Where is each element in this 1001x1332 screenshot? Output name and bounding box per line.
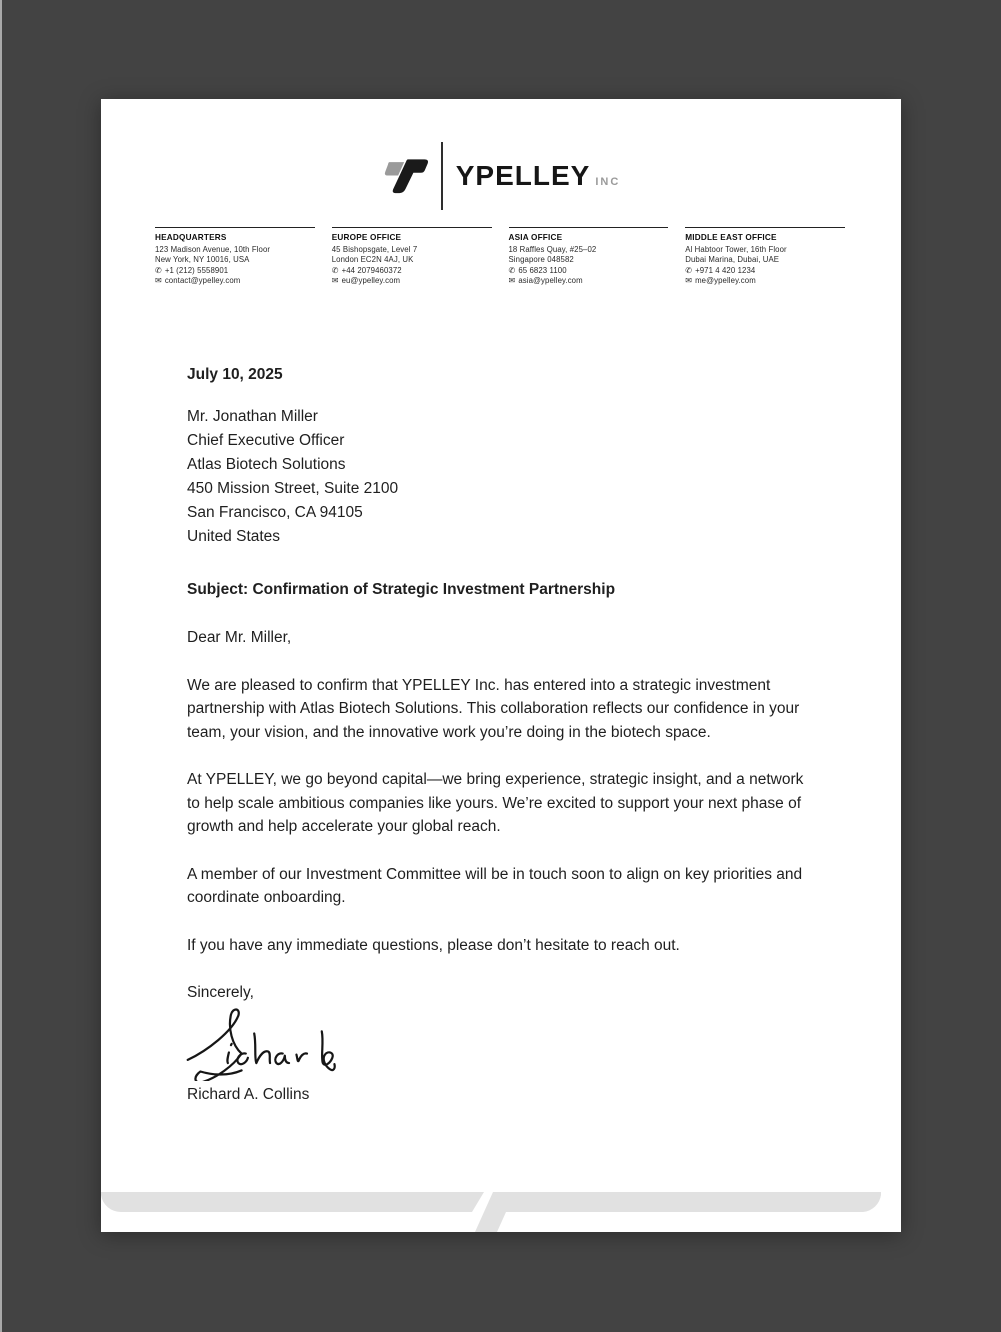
footer-brand-decoration bbox=[101, 1192, 901, 1232]
office-email: asia@ypelley.com bbox=[518, 276, 583, 285]
office-column-asia bbox=[509, 227, 669, 287]
footer-deco-left-bar bbox=[101, 1192, 484, 1212]
office-address-line: 123 Madison Avenue, 10th Floor bbox=[155, 244, 271, 254]
office-column-middle-east bbox=[685, 227, 845, 287]
office-name: EUROPE OFFICE bbox=[331, 233, 402, 242]
office-phone: +44 2079460372 bbox=[341, 265, 402, 275]
signature-image bbox=[181, 1005, 357, 1081]
screen-edge-strip bbox=[0, 0, 2, 1332]
office-email-row bbox=[155, 276, 315, 287]
office-address-line: New York, NY 10016, USA bbox=[155, 255, 250, 264]
office-address-line: London EC2N 4AJ, UK bbox=[331, 255, 414, 264]
office-email-row bbox=[332, 276, 492, 287]
office-email-row bbox=[685, 276, 845, 287]
recipient-name: Mr. Jonathan Miller bbox=[187, 407, 318, 425]
logo-divider-line bbox=[441, 142, 443, 210]
office-address-line: Singapore 048582 bbox=[508, 255, 574, 264]
body-paragraph: We are pleased to confirm that YPELLEY Inc. has entered into a strategic investment partnership with Atlas Biotech Solutions. This collaboration reflects our confidence in your team, your vision, and the innovative work you’re doing in the biotech space. bbox=[187, 676, 800, 741]
phone-icon: ✆ bbox=[685, 265, 693, 275]
email-icon: ✉ bbox=[155, 276, 162, 285]
office-email: contact@ypelley.com bbox=[164, 276, 241, 285]
letter-page bbox=[101, 99, 901, 1232]
office-address-line: 18 Raffles Quay, #25–02 bbox=[508, 244, 597, 254]
letter-body bbox=[187, 363, 815, 1108]
office-phone: +971 4 420 1234 bbox=[695, 265, 756, 275]
recipient-country: United States bbox=[187, 527, 281, 545]
brand-text bbox=[456, 160, 621, 192]
office-phone-row bbox=[685, 266, 845, 277]
salutation: Dear Mr. Miller, bbox=[187, 628, 292, 646]
closing: Sincerely, bbox=[187, 984, 254, 1002]
email-icon: ✉ bbox=[331, 276, 339, 285]
office-phone-row bbox=[332, 266, 492, 277]
email-icon: ✉ bbox=[508, 276, 516, 285]
signature-strokes bbox=[181, 1005, 357, 1081]
office-email: me@ypelley.com bbox=[695, 276, 756, 285]
letter-date: July 10, 2025 bbox=[187, 365, 283, 383]
recipient-block bbox=[187, 405, 815, 549]
office-phone-row bbox=[155, 266, 315, 277]
signature-r-stroke bbox=[188, 1010, 242, 1082]
phone-icon: ✆ bbox=[155, 265, 162, 275]
office-email: eu@ypelley.com bbox=[341, 276, 401, 285]
signature-ard-stroke bbox=[275, 1032, 334, 1071]
office-address-line: Al Habtoor Tower, 16th Floor bbox=[685, 244, 787, 254]
office-address-line: 45 Bishopsgate, Level 7 bbox=[331, 244, 418, 254]
footer-deco-right-bar bbox=[475, 1192, 881, 1232]
recipient-title: Chief Executive Officer bbox=[187, 431, 345, 449]
footer-deco-shapes bbox=[101, 1192, 901, 1232]
recipient-company: Atlas Biotech Solutions bbox=[187, 455, 346, 473]
subject-line: Subject: Confirmation of Strategic Investment Partnership bbox=[187, 580, 616, 598]
office-column-headquarters bbox=[155, 227, 315, 287]
office-name: HEADQUARTERS bbox=[155, 233, 227, 242]
email-icon: ✉ bbox=[685, 276, 693, 285]
office-name: ASIA OFFICE bbox=[508, 233, 563, 242]
recipient-city: San Francisco, CA 94105 bbox=[187, 503, 363, 521]
office-address-line: Dubai Marina, Dubai, UAE bbox=[685, 255, 780, 264]
signature-ich-stroke bbox=[227, 1034, 270, 1065]
brand-mark-icon bbox=[382, 155, 430, 197]
office-column-europe bbox=[332, 227, 492, 287]
brand-wordmark: YPELLEY bbox=[455, 160, 591, 191]
letterhead-logo bbox=[101, 99, 901, 211]
recipient-street: 450 Mission Street, Suite 2100 bbox=[187, 479, 399, 497]
body-paragraph: At YPELLEY, we go beyond capital—we bring experience, strategic insight, and a network to help scale ambitious companies like yours. We’re excited to support your next phase of growth and help accelerate your global reach. bbox=[187, 771, 804, 836]
phone-icon: ✆ bbox=[331, 265, 339, 275]
signer-name: Richard A. Collins bbox=[187, 1086, 310, 1104]
brand-suffix: INC bbox=[595, 176, 621, 188]
body-paragraph: If you have any immediate questions, please don’t hesitate to reach out. bbox=[187, 936, 680, 954]
phone-icon: ✆ bbox=[508, 265, 516, 275]
body-paragraph: A member of our Investment Committee will be in touch soon to align on key priorities and coordinate onboarding. bbox=[187, 865, 803, 907]
office-columns bbox=[155, 227, 845, 287]
office-phone: 65 6823 1100 bbox=[518, 265, 567, 275]
office-email-row bbox=[509, 276, 669, 287]
office-name: MIDDLE EAST OFFICE bbox=[685, 233, 777, 242]
office-phone-row bbox=[509, 266, 669, 277]
office-phone: +1 (212) 5558901 bbox=[164, 265, 229, 275]
